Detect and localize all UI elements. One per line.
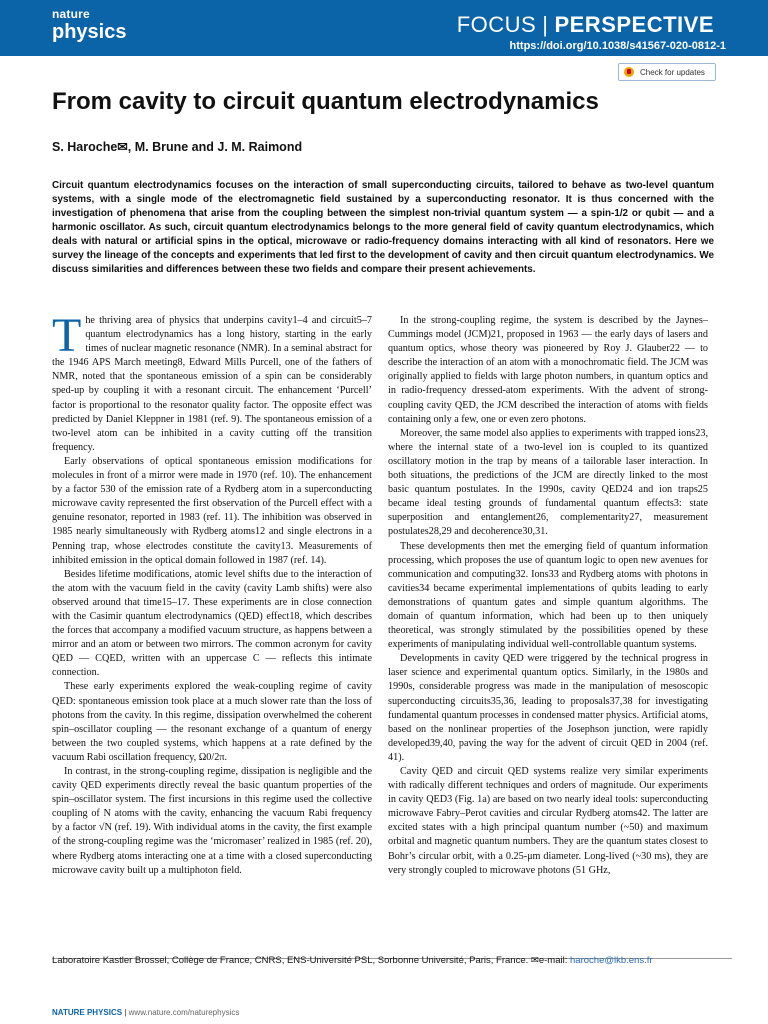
- doi-link[interactable]: https://doi.org/10.1038/s41567-020-0812-1: [509, 40, 726, 52]
- updates-icon: [624, 67, 634, 77]
- dropcap: T: [52, 309, 82, 362]
- paragraph: Developments in cavity QED were triggered by the technical progress in laser science and experimental quantum optics. Similarly, in the 1980s and 1990s, considerable progress was made in the manipulation of mesoscopic superconducting circuits35,36, leading to proposals37,38 for investigating fundamental quantum processes in condensed matter physics. Artificial atoms, based on the nonlinear properties of the Josephson junction, were rapidly developed39,40, paving the way for the advent of circuit QED in 2004 (ref. 41).: [388, 653, 708, 763]
- paragraph: In the strong-coupling regime, the system is described by the Jaynes–Cummings model (JCM)21, proposed in 1963 — the early days of lasers and quantum optics, whose theory was pioneered by Roy J. Glauber22 — to describe the interaction of an atom with a monochromatic field. The JCM was originally applied to fields with large photon numbers, in quantum optics and in radio-frequency dressed-atom experiments. With the advent of strong-coupling cavity QED, the JCM described the interaction of atoms with fields containing only a few, one or even zero photons.: [388, 315, 708, 425]
- footer-separator: |: [124, 1008, 127, 1017]
- journal-name: NATURE PHYSICS: [52, 1008, 123, 1017]
- updates-label: Check for updates: [640, 67, 705, 77]
- paragraph: Besides lifetime modifications, atomic level shifts due to the interaction of the atom with the vacuum field in the cavity (cavity Lamb shifts) were also observed around that time15–17. These experiments are in close connection with the Casimir quantum electrodynamics (QED) effect18, which describes the forces that accompany a modified vacuum structure, as happens between a mirror and an atom or between two mirrors. The common acronym for cavity QED — CQED, written with an uppercase C — reflects this intimate connection.: [52, 568, 372, 679]
- paragraph: In contrast, in the strong-coupling regime, dissipation is negligible and the cavity QED experiments directly reveal the basic quantum properties of the spin–oscillator system. The first incursions in this regime used the collective coupling of N atoms with the cavity, enhancing the vacuum Rabi frequency by a factor √N (ref. 19). With individual atoms in the cavity, the first example of the strong-coupling regime was the ‘micromaser’ realized in 1985 (ref. 20), where Rydberg atoms interacting one at a time with a closed superconducting microwave cavity built up a multiphoton field.: [52, 766, 372, 876]
- paragraph: Early observations of optical spontaneous emission modifications for molecules in front of a mirror were made in 1970 (ref. 10). The enhancement by a factor 530 of the emission rate of a Rydberg atom in a superconducting microwave cavity represented the first observation of the Purcell effect with a genuine resonator, reported in 1983 (ref. 11). The inhibition was observed in 1985 nearly simultaneously with Rydberg atoms12 and single electrons in a Penning trap, whose electrodes constitute the cavity13. Measurements of inhibited emission in the optical domain followed in 1987 (ref. 14).: [52, 455, 372, 566]
- focus-label: FOCUS: [456, 12, 537, 37]
- affiliation-text: Laboratoire Kastler Brossel, Collège de France, CNRS, ENS-Université PSL, Sorbonne Université, Paris, France. ✉e-mail:: [52, 955, 568, 966]
- journal-header-bar: [0, 0, 768, 56]
- perspective-label: PERSPECTIVE: [554, 12, 714, 37]
- body-column-right: [388, 314, 708, 876]
- logo-physics: physics: [52, 21, 127, 43]
- paragraph: he thriving area of physics that underpins cavity1–4 and circuit5–7 quantum electrodynamics has a long history, starting in the early times of nuclear magnetic resonance (NMR). In a seminal abstract for the 1946 APS March meeting8, Edward Mills Purcell, one of the fathers of NMR, noted that the spontaneous emission of a spin can be considerably sped-up by coupling it with a resonant circuit. The enhancement ‘Purcell’ factor is proportional to the resonator quality factor. The opposite effect was predicted by Daniel Kleppner in 1981 (ref. 9). The spontaneous emission of a two-level atom can be inhibited in a cavity cutting off the transition frequency.: [52, 315, 372, 453]
- check-for-updates-button[interactable]: [618, 63, 716, 81]
- section-label: [457, 12, 714, 38]
- journal-url-link[interactable]: www.nature.com/naturephysics: [128, 1008, 240, 1017]
- paragraph: Moreover, the same model also applies to experiments with trapped ions23, where the internal state of a two-level ion is coupled to its quantized oscillatory motion in the trap by means of a tailorable laser interaction. In both situations, the predictions of the JCM are directly linked to the most basic quantum postulates. In the 1990s, cavity QED24 and ion traps25 became ideal testing grounds of fundamental quantum effects3: state superposition and entanglement26, complementarity27, measurement postulates28,29 and decoherence30,31.: [388, 427, 708, 538]
- paragraph: Cavity QED and circuit QED systems realize very similar experiments with radically different techniques and orders of magnitude. Our experiments in cavity QED3 (Fig. 1a) are based on two nearly ideal tools: superconducting microwave Fabry–Perot cavities and circular Rydberg atoms42. The latter are excited states with a high principal quantum number (~50) and maximum orbital and magnetic quantum numbers. They are the quantum states closest to Bohr’s circular orbit, with a 0.25-μm diameter. Long-lived (~30 ms), they are very strongly coupled to microwave photons (51 GHz,: [388, 766, 708, 876]
- email-link[interactable]: haroche@lkb.ens.fr: [570, 955, 653, 966]
- affiliation: [52, 955, 732, 966]
- journal-logo[interactable]: [52, 8, 126, 42]
- body-column-left: [52, 309, 372, 876]
- abstract: Circuit quantum electrodynamics focuses on the interaction of small superconducting circuits, tailored to behave as two-level quantum systems, with a single mode of the electromagnetic field sustained by a superconducting resonator. It is thus concerned with the investigation of phenomena that arise from the coupling between the simplest non-trivial quantum system — a spin-1/2 or qubit — and a harmonic oscillator. As such, circuit quantum electrodynamics belongs to the more general field of cavity quantum electrodynamics, which deals with natural or artificial spins in the optical, microwave or radio-frequency domains interacting with all kind of resonators. Here we survey the lineage of the concepts and experiments that led first to the development of cavity and then circuit quantum electrodynamics. We discuss similarities and differences between these two fields and compare their present achievements.: [52, 180, 714, 275]
- section-separator: |: [542, 12, 549, 37]
- author-list: S. Haroche✉, M. Brune and J. M. Raimond: [52, 140, 303, 154]
- page-footer: [52, 1008, 239, 1017]
- paragraph: These early experiments explored the weak-coupling regime of cavity QED: spontaneous emission took place at a much slower rate than the loss of photons from the cavity. In this regime, dissipation overwhelmed the coherent spin–oscillator coupling — the resonant exchange of a quantum of energy between the two coupled systems, which happens at a rate defined by the vacuum Rabi oscillation frequency, Ω0/2π.: [52, 681, 372, 763]
- paragraph: These developments then met the emerging field of quantum information processing, which proposes the use of quantum logic to open new avenues for communication and computing32. Ions33 and Rydberg atoms with photons in cavities34 became experimental implementations of qubits leading to early demonstrations of quantum gates and simple quantum algorithms. The domain of quantum information, which had been up to then uniquely theoretical, was strongly stimulated by the possibilities opened by these experiments of manipulating individual well-controllable quantum systems.: [388, 540, 708, 651]
- article-title: From cavity to circuit quantum electrodynamics: [52, 88, 599, 115]
- logo-nature: nature: [52, 7, 90, 21]
